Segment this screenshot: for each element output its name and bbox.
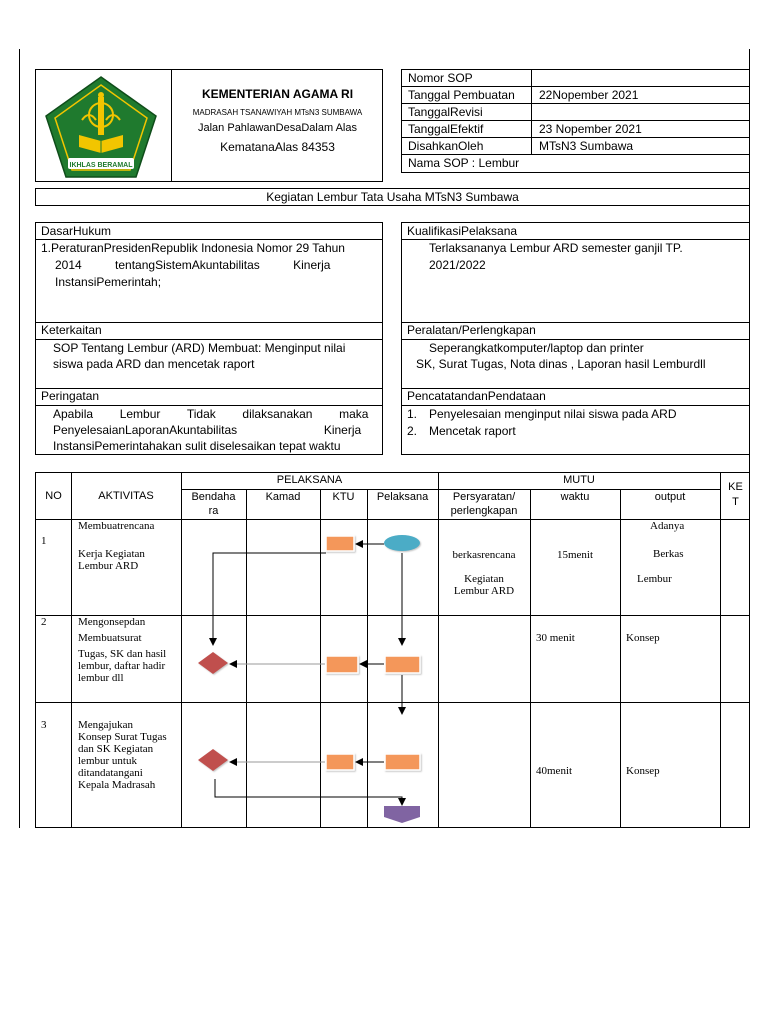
- row-2-activity-1: Mengonsepdan: [78, 616, 146, 628]
- svg-text:IKHLAS BERAMAL: IKHLAS BERAMAL: [69, 162, 133, 169]
- row-2-output: Konsep: [626, 632, 660, 644]
- row-1-persyaratan-3: Lembur ARD: [453, 585, 515, 597]
- row-2-waktu: 30 menit: [536, 632, 575, 644]
- effective-date-value: 23 Nopember 2021: [539, 122, 642, 136]
- dasar-hukum-line-1: 1.PeraturanPresidenRepublik Indonesia Nomor 29 Tahun: [41, 241, 345, 255]
- peralatan-line-1: Seperangkatkomputer/laptop dan printer: [429, 341, 644, 355]
- revision-date-label: TanggalRevisi: [408, 105, 483, 119]
- pelaksana-process-3: [385, 754, 420, 770]
- row-2-activity-2: Membuatsurat: [78, 632, 142, 644]
- col-activity-header: AKTIVITAS: [98, 490, 154, 502]
- peringatan-line-3: InstansiPemerintahakan sulit diselesaikan tepat waktu: [53, 439, 341, 453]
- col-waktu-header: waktu: [560, 491, 590, 503]
- row-3-activity-4: lembur untuk: [78, 755, 137, 767]
- col-bendahara-header: Bendaha: [191, 491, 236, 503]
- col-ket-header: KE: [728, 481, 743, 493]
- row-1-output-3: Lembur: [637, 573, 672, 585]
- peringatan-line-2: PenyelesaianLaporanAkuntabilitas Kinerja: [53, 423, 362, 437]
- row-3-activity-6: Kepala Madrasah: [78, 779, 156, 791]
- peralatan-title: Peralatan/Perlengkapan: [407, 323, 536, 337]
- row-1-no: 1: [41, 535, 47, 547]
- peringatan-line-1: Apabila Lembur Tidak dilaksanakan maka: [53, 407, 369, 421]
- col-persyaratan-header: Persyaratan/: [452, 491, 516, 503]
- row-1-activity-3: Lembur ARD: [78, 560, 139, 572]
- row-1-output-1: Adanya: [650, 520, 685, 532]
- dasar-hukum-line-3: InstansiPemerintah;: [55, 275, 162, 289]
- row-2-activity-4: lembur, daftar hadir: [78, 660, 166, 672]
- sop-name: Nama SOP : Lembur: [408, 156, 520, 170]
- row-1-activity-1: Membuatrencana: [78, 520, 155, 532]
- keterkaitan-line-1: SOP Tentang Lembur (ARD) Membuat: Menginput nilai: [53, 341, 346, 355]
- arrow-bendahara-to-offpage: [215, 779, 402, 805]
- school-name: MADRASAH TSANAWIYAH MTsN3 SUMBAWA: [192, 108, 363, 117]
- pelaksana-process-2: [385, 656, 420, 673]
- col-pelaksana-group-header: PELAKSANA: [276, 474, 343, 486]
- row-2-activity-5: lembur dll: [78, 672, 124, 684]
- arrow-ktu-to-bendahara: [213, 553, 326, 645]
- ktu-process-3: [326, 754, 354, 770]
- row-2-no: 2: [41, 616, 47, 628]
- col-ket-header-2: T: [732, 496, 739, 508]
- row-1-waktu: 15menit: [556, 549, 594, 561]
- approved-by-value: MTsN3 Sumbawa: [539, 139, 634, 153]
- school-address: Jalan PahlawanDesaDalam Alas: [198, 122, 357, 134]
- sop-title: Kegiatan Lembur Tata Usaha MTsN3 Sumbawa: [266, 190, 519, 204]
- pencatatan-number-2: 2.: [407, 424, 418, 438]
- keterkaitan-title: Keterkaitan: [41, 323, 102, 337]
- pencatatan-number-1: 1.: [407, 407, 418, 421]
- kualifikasi-line-1: Terlaksananya Lembur ARD semester ganjil TP.: [429, 241, 683, 255]
- bendahara-decision-3: [198, 749, 228, 771]
- row-2-activity-3: Tugas, SK dan hasil: [78, 648, 167, 660]
- creation-date-label: Tanggal Pembuatan: [408, 88, 515, 102]
- row-3-activity-5: ditandatangani: [78, 767, 143, 779]
- kualifikasi-title: KualifikasiPelaksana: [407, 224, 518, 238]
- ktu-process-2: [326, 656, 358, 673]
- pencatatan-item-2: Mencetak raport: [429, 424, 516, 438]
- ministry-name: KEMENTERIAN AGAMA RI: [201, 87, 354, 101]
- row-3-activity-2: Konsep Surat Tugas: [78, 731, 167, 743]
- bendahara-decision-2: [198, 652, 228, 674]
- approved-by-label: DisahkanOleh: [408, 139, 484, 153]
- effective-date-label: TanggalEfektif: [408, 122, 484, 136]
- peringatan-title: Peringatan: [41, 389, 100, 403]
- row-3-activity-1: Mengajukan: [78, 719, 133, 731]
- start-oval: [384, 535, 420, 551]
- row-3-output: Konsep: [626, 765, 660, 777]
- row-1-output-2: Berkas: [653, 548, 684, 560]
- col-kamad-header: Kamad: [265, 491, 301, 503]
- dasar-hukum-line-2: 2014 tentangSistemAkuntabilitas Kinerja: [55, 258, 331, 272]
- kualifikasi-line-2: 2021/2022: [429, 258, 486, 272]
- creation-date-value: 22Nopember 2021: [539, 88, 639, 102]
- col-bendahara-header-2: ra: [208, 505, 219, 517]
- offpage-connector: [384, 806, 420, 823]
- col-pelaksana-header: Pelaksana: [376, 491, 429, 503]
- row-1-activity-2: Kerja Kegiatan: [78, 548, 145, 560]
- col-output-header: output: [654, 491, 686, 503]
- dasar-hukum-title: DasarHukum: [41, 224, 112, 238]
- peralatan-line-2: SK, Surat Tugas, Nota dinas , Laporan hasil Lemburdll: [416, 357, 706, 371]
- pencatatan-title: PencatatandanPendataan: [407, 389, 546, 403]
- col-no-header: NO: [45, 490, 62, 502]
- keterkaitan-line-2: siswa pada ARD dan mencetak raport: [53, 357, 255, 371]
- school-district: KematanaAlas 84353: [220, 140, 335, 154]
- sop-number-label: Nomor SOP: [408, 71, 473, 85]
- col-persyaratan-header-2: perlengkapan: [450, 505, 518, 517]
- ktu-process-1: [326, 536, 354, 551]
- row-3-activity-3: dan SK Kegiatan: [78, 743, 154, 755]
- pencatatan-item-1: Penyelesaian menginput nilai siswa pada ARD: [429, 407, 677, 421]
- row-3-waktu: 40menit: [536, 765, 573, 777]
- col-mutu-group-header: MUTU: [563, 474, 595, 486]
- row-3-no: 3: [41, 719, 47, 731]
- row-1-persyaratan-1: berkasrencana: [452, 549, 516, 561]
- row-1-persyaratan-2: Kegiatan: [464, 573, 504, 585]
- col-ktu-header: KTU: [332, 491, 355, 503]
